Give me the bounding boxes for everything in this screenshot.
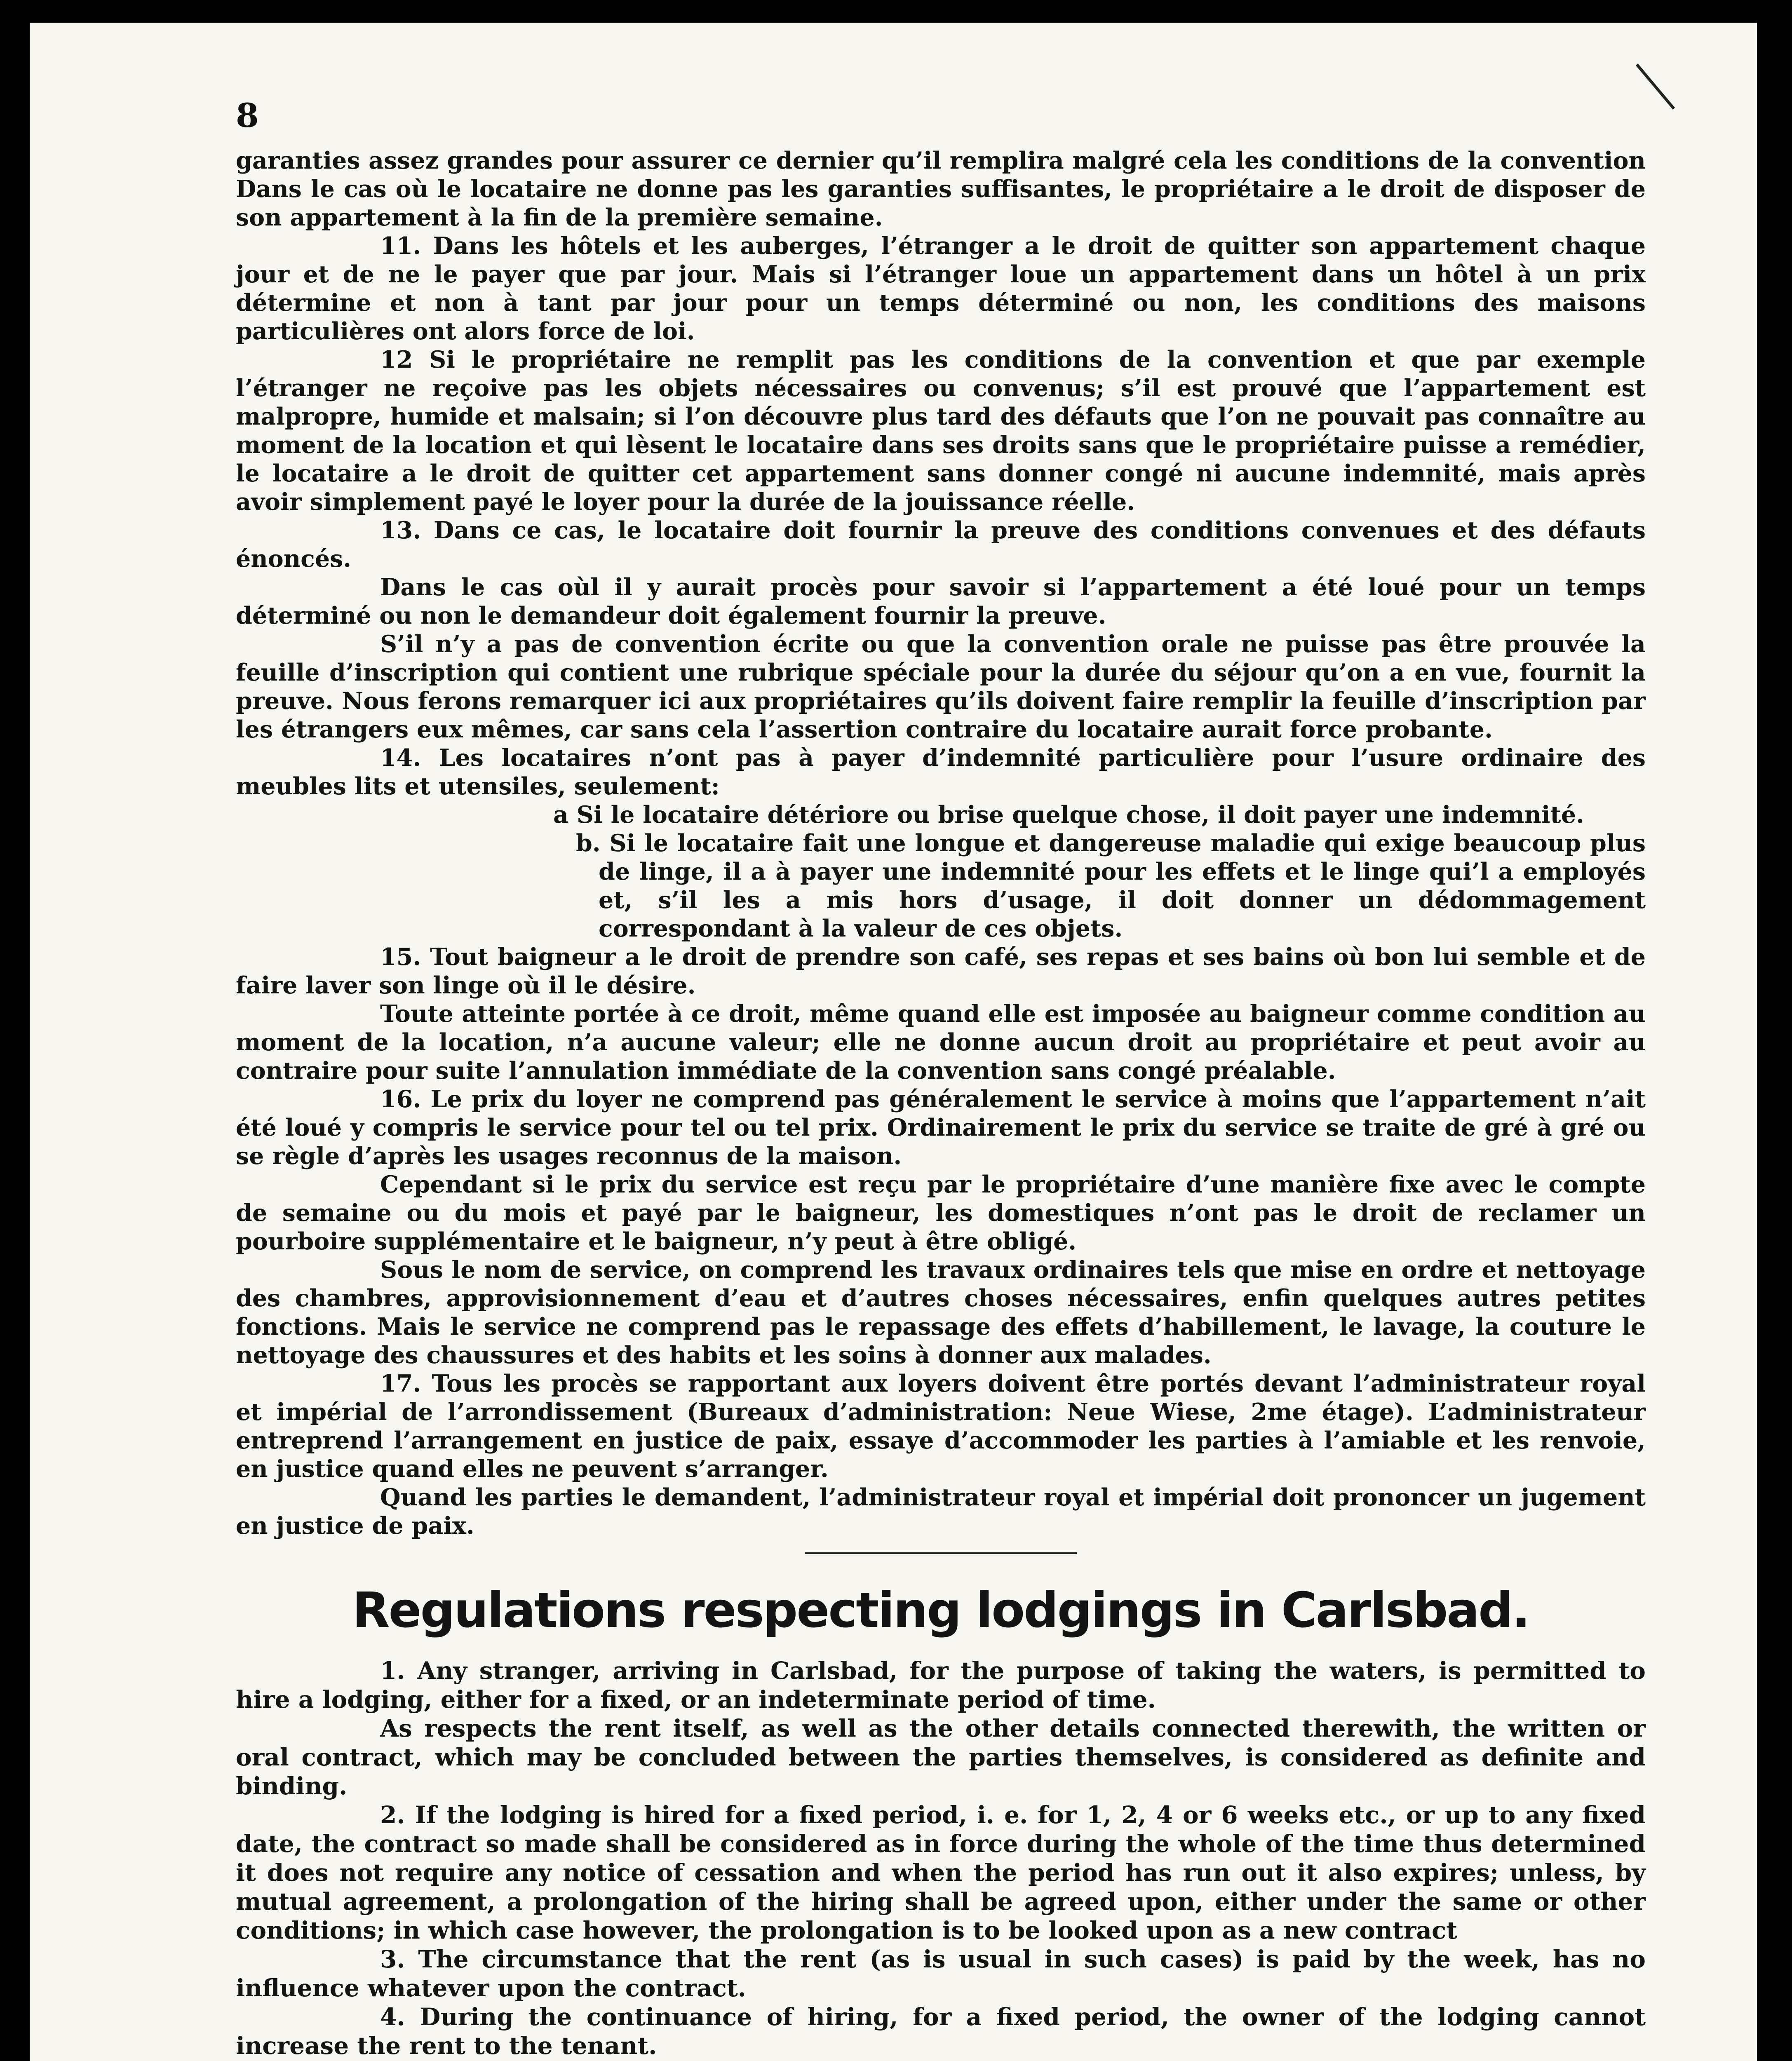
paragraph: 15. Tout baigneur a le droit de prendre son café, ses repas et ses bains où bon lui semble et de faire laver son linge où il le désire. xyxy=(236,943,1646,999)
paragraph: 17. Tous les procès se rapportant aux loyers doivent être portés devant l’administrateur royal et impérial de l’arrondissement (Bureaux d’administration: Neue Wiese, 2me étage). L’administrateur entreprend l’arrangement en justice de paix, essaye d’accommoder les parties à l’amiable et les renvoie, en justice quand elles ne peuvent s’arranger. xyxy=(236,1370,1646,1483)
paragraph: Quand les parties le demandent, l’administrateur royal et impérial doit prononcer un jugement en justice de paix. xyxy=(236,1484,1646,1540)
paragraph: Dans le cas oùl il y aurait procès pour savoir si l’appartement a été loué pour un temps déterminé ou non le demandeur doit également fournir la preuve. xyxy=(236,573,1646,629)
page-number: 8 xyxy=(236,96,259,135)
paragraph: Sous le nom de service, on comprend les travaux ordinaires tels que mise en ordre et nettoyage des chambres, approvisionnement d’eau et d’autres choses nécessaires, enfin quelques autres petites fonctions. Mais le service ne comprend pas le repassage des effets d’habillement, le lavage, la couture le nettoyage des chaussures et des habits et les soins à donner aux malades. xyxy=(236,1256,1646,1369)
french-section xyxy=(236,146,1646,1540)
list-item: b. Si le locataire fait une longue et dangereuse maladie qui exige beaucoup plus de linge, il a à payer une indemnité pour les effets et le linge qui’l a employés et, s’il les a mis hors d’usage, il doit donner un dédommagement correspondant à la valeur de ces objets. xyxy=(576,829,1646,942)
paragraph: 11. Dans les hôtels et les auberges, l’étranger a le droit de quitter son appartement chaque jour et de ne le payer que par jour. Mais si l’étranger loue un appartement dans un hôtel à un prix détermine et non à tant par jour pour un temps déterminé ou non, les conditions des maisons particulières ont alors force de loi. xyxy=(236,232,1646,345)
paragraph: 16. Le prix du loyer ne comprend pas généralement le service à moins que l’appartement n’ait été loué y compris le service pour tel ou tel prix. Ordinairement le prix du service se traite de gré à gré ou se règle d’après les usages reconnus de la maison. xyxy=(236,1085,1646,1170)
paragraph: 14. Les locataires n’ont pas à payer d’indemnité particulière pour l’usure ordinaire des meubles lits et utensiles, seulement: xyxy=(236,744,1646,800)
english-section xyxy=(236,1656,1646,2061)
corner-scratch xyxy=(1636,63,1675,110)
paragraph: 4. During the continuance of hiring, for a fixed period, the owner of the lodging cannot increase the rent to the tenant. xyxy=(236,2003,1646,2060)
paragraph: As respects the rent itself, as well as the other details connected therewith, the written or oral contract, which may be concluded between the parties themselves, is considered as definite and binding. xyxy=(236,1714,1646,1800)
paragraph: 2. If the lodging is hired for a fixed period, i. e. for 1, 2, 4 or 6 weeks etc., or up to any fixed date, the contract so made shall be considered as in force during the whole of the time thus determined it does not require any notice of cessation and when the period has run out it also expires; unless, by mutual agreement, a prolongation of the hiring shall be agreed upon, either under the same or other conditions; in which case however, the prolongation is to be looked upon as a new contract xyxy=(236,1801,1646,1944)
paragraph: Toute atteinte portée à ce droit, même quand elle est imposée au baigneur comme condition au moment de la location, n’a aucune valeur; elle ne donne aucun droit au propriétaire et peut avoir au contraire pour suite l’annulation immédiate de la convention sans congé préalable. xyxy=(236,1000,1646,1084)
section-heading: Regulations respecting lodgings in Carlsbad. xyxy=(352,1582,1529,1638)
scanned-page xyxy=(30,23,1757,2061)
section-divider xyxy=(805,1552,1077,1554)
paragraph: 3. The circumstance that the rent (as is usual in such cases) is paid by the week, has no influence whatever upon the contract. xyxy=(236,1945,1646,2002)
paragraph: 13. Dans ce cas, le locataire doit fournir la preuve des conditions convenues et des défauts énoncés. xyxy=(236,516,1646,573)
paragraph: Cependant si le prix du service est reçu par le propriétaire d’une manière fixe avec le compte de semaine ou du mois et payé par le baigneur, les domestiques n’ont pas le droit de reclamer un pourboire supplémentaire et le baigneur, n’y peut à être obligé. xyxy=(236,1171,1646,1255)
page-body xyxy=(236,146,1646,2061)
paragraph: 1. Any stranger, arriving in Carlsbad, for the purpose of taking the waters, is permitted to hire a lodging, either for a fixed, or an indeterminate period of time. xyxy=(236,1657,1646,1714)
paragraph: garanties assez grandes pour assurer ce dernier qu’il remplira malgré cela les conditions de la convention Dans le cas où le locataire ne donne pas les garanties suffisantes, le propriétaire a le droit de disposer de son appartement à la fin de la première semaine. xyxy=(236,147,1646,231)
paragraph: 12 Si le propriétaire ne remplit pas les conditions de la convention et que par exemple l’étranger ne reçoive pas les objets nécessaires ou convenus; s’il est prouvé que l’appartement est malpropre, humide et malsain; si l’on découvre plus tard des défauts que l’on ne pouvait pas connaître au moment de la location et qui lèsent le locataire dans ses droits sans que le propriétaire puisse a remédier, le locataire a le droit de quitter cet appartement sans donner congé ni aucune indemnité, mais après avoir simplement payé le loyer pour la durée de la jouissance réelle. xyxy=(236,346,1646,516)
paragraph: S’il n’y a pas de convention écrite ou que la convention orale ne puisse pas être prouvée la feuille d’inscription qui contient une rubrique spéciale pour la durée du séjour qu’on a en vue, fournit la preuve. Nous ferons remarquer ici aux propriétaires qu’ils doivent faire remplir la feuille d’inscription par les étrangers eux mêmes, car sans cela l’assertion contraire du locataire aurait force probante. xyxy=(236,630,1646,743)
list-item: a Si le locataire détériore ou brise quelque chose, il doit payer une indemnité. xyxy=(553,801,1584,829)
